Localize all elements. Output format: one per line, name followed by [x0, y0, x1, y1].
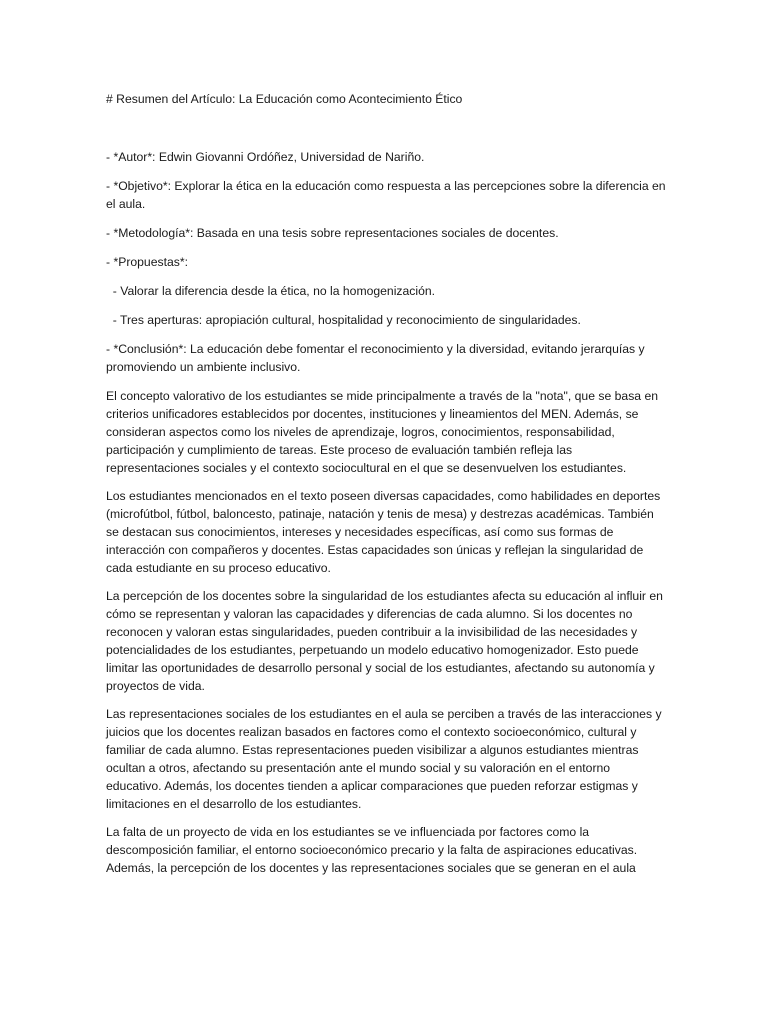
list-item-proposals: - *Propuestas*: — [106, 255, 188, 269]
list-subitem-three-openings: - Tres aperturas: apropiación cultural, hospitalidad y reconocimiento de singularidades. — [106, 313, 581, 327]
body-paragraph: El concepto valorativo de los estudiantes se mide principalmente a través de la "nota", que se basa en criterios unificadores establecidos por docentes, instituciones y lineamientos del MEN. Además, se consideran aspectos como los niveles de aprendizaje, logros, conocimientos, responsabilidad, participación y cumplimiento de tareas. Este proceso de evaluación también refleja las representaciones sociales y el contexto sociocultural en el que se desenvuelven los estudiantes. — [106, 389, 659, 475]
body-paragraph: Los estudiantes mencionados en el texto poseen diversas capacidades, como habilidades en deportes (microfútbol, fútbol, baloncesto, patinaje, natación y tenis de mesa) y destrezas académicas. También se destacan sus conocimientos, intereses y necesidades específicas, así como sus formas de interacción con compañeros y docentes. Estas capacidades son únicas y reflejan la singularidad de cada estudiante en su proceso educativo. — [106, 489, 661, 575]
body-paragraph: Las representaciones sociales de los estudiantes en el aula se perciben a través de las interacciones y juicios que los docentes realizan basados en factores como el contexto socioeconómico, cultural y familiar de cada alumno. Estas representaciones pueden visibilizar a algunos estudiantes mientras ocultan a otros, afectando su presentación ante el mundo social y su valoración en el entorno educativo. Además, los docentes tienden a aplicar comparaciones que pueden reforzar estigmas y limitaciones en el desarrollo de los estudiantes. — [106, 707, 662, 811]
document-heading: # Resumen del Artículo: La Educación como Acontecimiento Ético — [106, 92, 463, 106]
body-paragraph: La percepción de los docentes sobre la singularidad de los estudiantes afecta su educación al influir en cómo se representan y valoran las capacidades y diferencias de cada alumno. Si los docentes no reconocen y valoran estas singularidades, pueden contribuir a la invisibilidad de las necesidades y potencialidades de los estudiantes, perpetuando un modelo educativo homogenizador. Esto puede limitar las oportunidades de desarrollo personal y social de los estudiantes, afectando su autonomía y proyectos de vida. — [106, 589, 663, 693]
list-item-conclusion: - *Conclusión*: La educación debe fomentar el reconocimiento y la diversidad, evitando jerarquías y promoviendo un ambiente inclusivo. — [106, 342, 645, 374]
document-body — [106, 90, 666, 887]
list-item-methodology: - *Metodología*: Basada en una tesis sobre representaciones sociales de docentes. — [106, 226, 559, 240]
list-item-author: - *Autor*: Edwin Giovanni Ordóñez, Universidad de Nariño. — [106, 150, 425, 164]
body-paragraph: La falta de un proyecto de vida en los estudiantes se ve influenciada por factores como la descomposición familiar, el entorno socioeconómico precario y la falta de aspiraciones educativas. Además, la percepción de los docentes y las representaciones sociales que se generan en el aula — [106, 825, 638, 875]
list-item-objective: - *Objetivo*: Explorar la ética en la educación como respuesta a las percepciones sobre la diferencia en el aula. — [106, 179, 666, 211]
list-subitem-value-difference: - Valorar la diferencia desde la ética, no la homogenización. — [106, 284, 436, 298]
